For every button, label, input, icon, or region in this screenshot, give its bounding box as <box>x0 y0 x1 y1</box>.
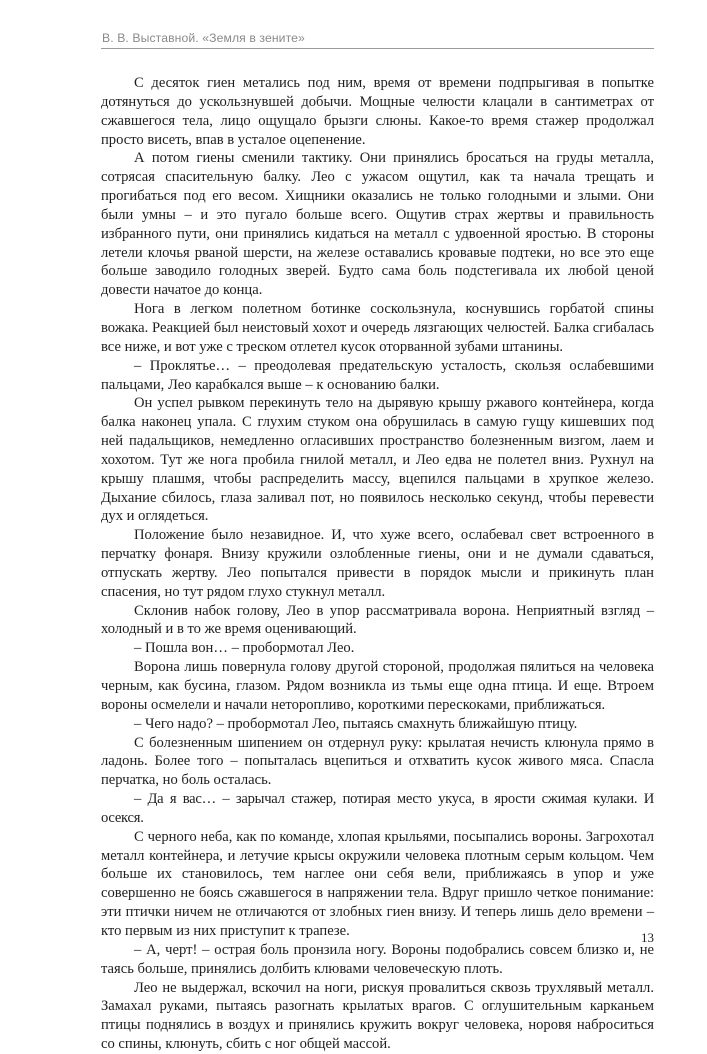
paragraph: С черного неба, как по команде, хлопая крыльями, посыпались вороны. Загрохотал металл контейнера, и летучие крысы окружили человека плотным серым кольцом. Чем больше их становилось, тем наглее они себя вели, приближаясь в упор и уже совершенно не боясь сжавшегося в напряжении тела. Вдруг пришло четкое понимание: эти птички ничем не отличаются от злобных гиен внизу. И теперь лишь дело времени – кто первым из них приступит к трапезе. <box>101 828 654 939</box>
paragraph: – Да я вас… – зарычал стажер, потирая место укуса, в ярости сжимая кулаки. И осекся. <box>101 791 654 826</box>
running-header-title: В. В. Выставной. «Земля в зените» <box>102 31 305 45</box>
paragraph: Он успел рывком перекинуть тело на дырявую крышу ржавого контейнера, когда балка наконец упала. С глухим стуком она обрушилась в самую гущу кишевших под ней падальщиков, немедленно огласивших пространство болезненным визгом, лаем и хохотом. Тут же нога пробила гнилой металл, и Лео едва не полетел вниз. Рухнул на крышу плашмя, чтобы распределить массу, вцепился пальцами в хрупкое железо. Дыхание сбилось, глаза заливал пот, но появилось несколько секунд, чтобы перевести дух и оглядеться. <box>101 395 654 525</box>
paragraph: Лео не выдержал, вскочил на ноги, рискуя провалиться сквозь трухлявый металл. Замахал руками, пытаясь разогнать крылатых врагов. С оглушительным карканьем птицы поднялись в воздух и принялись кружить вокруг человека, норовя наброситься со спины, клюнуть, сбить с ног общей массой. <box>101 979 654 1053</box>
paragraph: – Проклятье… – преодолевая предательскую усталость, скользя ослабевшими пальцами, Лео карабкался выше – к основанию балки. <box>101 357 654 393</box>
paragraph: Ворона лишь повернула голову другой стороной, продолжая пялиться на человека черным, как бусина, глазом. Рядом возникла из тьмы еще одна птица. И еще. Втроем вороны осмелели и начали неторопливо, короткими перескоками, приближаться. <box>101 659 654 713</box>
running-header <box>101 28 654 49</box>
paragraph: С десяток гиен метались под ним, время от времени подпрыгивая в попытке дотянуться до ускользнувшей добычи. Мощные челюсти клацали в сантиметрах от сжавшегося тела, лицо ощущало брызги слюны. Какое-то время стажер продолжал просто висеть, впав в усталое оцепенение. <box>101 75 654 148</box>
paragraph: Склонив набок голову, Лео в упор рассматривала ворона. Неприятный взгляд – холодный и в то же время оценивающий. <box>101 602 654 638</box>
page-number: 13 <box>641 930 654 945</box>
body-text <box>101 74 654 1054</box>
paragraph: Положение было незавидное. И, что хуже всего, ослабевал свет встроенного в перчатку фонаря. Внизу кружили озлобленные гиены, они и не думали сдаваться, отпускать жертву. Лео попытался привести в порядок мысли и прикинуть план спасения, но тут рядом глухо стукнул металл. <box>101 527 654 600</box>
paragraph: Нога в легком полетном ботинке соскользнула, коснувшись горбатой спины вожака. Реакцией был неистовый хохот и очередь лязгающих челюстей. Балка сгибалась все ниже, и вот уже с треском отлетел кусок оторванной зубами штанины. <box>101 301 654 355</box>
paragraph: – Чего надо? – пробормотал Лео, пытаясь смахнуть ближайшую птицу. <box>134 715 578 732</box>
paragraph: – Пошла вон… – пробормотал Лео. <box>134 640 355 657</box>
paragraph: А потом гиены сменили тактику. Они принялись бросаться на груды металла, сотрясая спасительную балку. Лео с ужасом ощутил, как та начала трещать и прогибаться под его весом. Хищники оказались не только голодными и злыми. Они были умны – и это пугало больше всего. Ощутив страх жертвы и правильность избранного пути, они принялись кидаться на металл с удвоенной яростью. В стороны летели клочья рваной шерсти, на железе оставались кровавые подтеки, но все это еще больше заводило голодных зверей. Будто сама боль подстегивала их любой ценой довести начатое до конца. <box>101 150 654 299</box>
paragraph: С болезненным шипением он отдернул руку: крылатая нечисть клюнула прямо в ладонь. Более того – попыталась вцепиться и отхватить кусок живого мяса. Спасла перчатка, но боль осталась. <box>101 734 654 789</box>
paragraph: – А, черт! – острая боль пронзила ногу. Вороны подобрались совсем близко и, не таясь больше, принялись долбить клювами человеческую плоть. <box>101 941 654 977</box>
